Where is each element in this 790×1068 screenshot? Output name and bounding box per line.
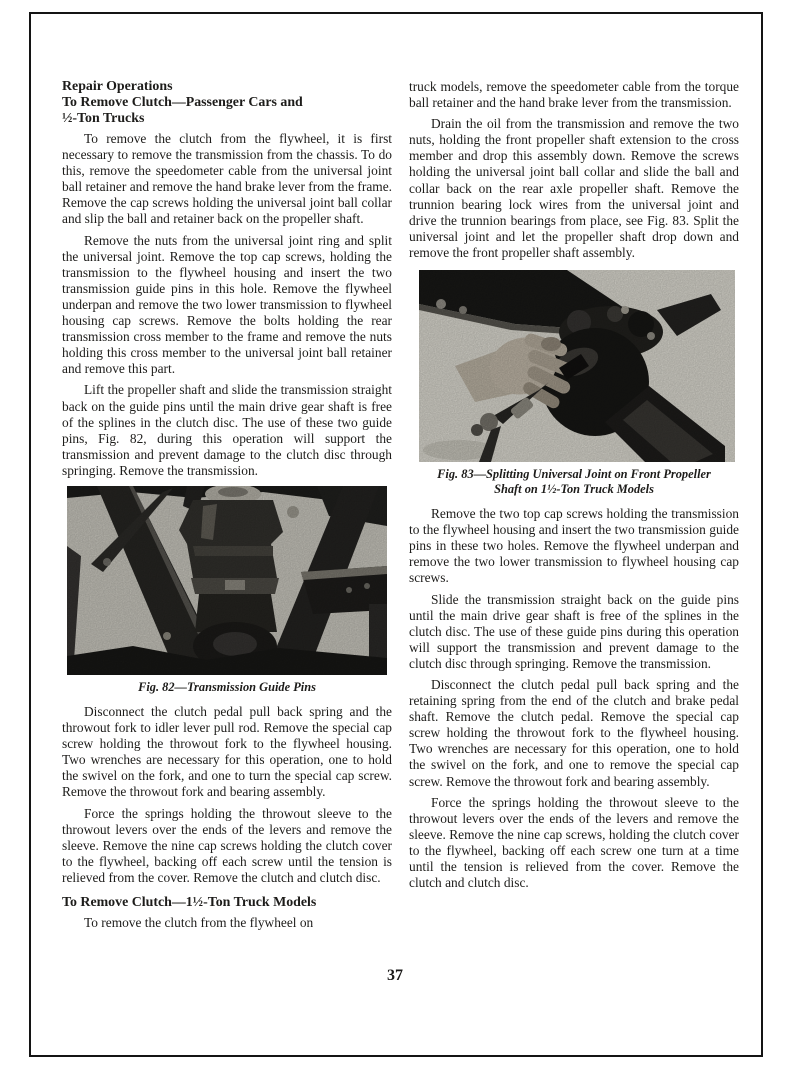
- paragraph: Disconnect the clutch pedal pull back spring and the retaining spring from the end of the clutch and brake pedal shaft. Remove the clutch pedal. Remove the special cap screw holding the throwout fork to the flywheel housing. Two wrenches are necessary for this operation, one to hold the swivel on the fork, and one to remove the special cap screw. Remove the throwout fork and bearing assembly.: [409, 676, 739, 789]
- paragraph: Disconnect the clutch pedal pull back spring and the throwout fork to idler lever pull rod. Remove the special cap screw holding the throwout fork to the flywheel housing. Two wrenches are necessary for this operation, one to hold the swivel on the fork, and one to turn the special cap screw. Remove the throwout fork and bearing assembly.: [62, 703, 392, 800]
- figure-83-caption-line-1: Fig. 83—Splitting Universal Joint on Front Propeller: [437, 467, 711, 482]
- section-heading: Repair Operations: [62, 79, 173, 94]
- paragraph: To remove the clutch from the flywheel, it is first necessary to remove the transmission from the chassis. To do this, remove the speedometer cable from the universal joint ball retainer and remove the hand brake lever from the frame. Remove the cap screws holding the universal joint ball collar and slip the ball and retainer back on the propeller shaft.: [62, 131, 392, 227]
- paragraph-continuation-end: truck models, remove the speedometer cable from the torque ball retainer and the hand brake lever from the transmission.: [409, 79, 739, 111]
- paragraph: Force the springs holding the throwout sleeve to the throwout levers over the ends of the levers and remove the sleeve. Remove the nine cap screws, holding the clutch cover to the flywheel, backing off each screw one turn at a time until the tension is relieved from the cover. Remove the clutch and clutch disc.: [409, 794, 739, 891]
- section-heading-block: [62, 79, 392, 127]
- paragraph: Force the springs holding the throwout sleeve to the throwout levers over the ends of the levers and remove the sleeve. Remove the nine cap screws holding the clutch cover to the flywheel, backing off each screw until the tension is relieved from the cover. Remove the clutch and clutch disc.: [62, 805, 392, 885]
- figure-83: [409, 270, 739, 497]
- page-number: 37: [387, 967, 403, 984]
- paragraph: Slide the transmission straight back on the guide pins until the main drive gear shaft is free of the splines in the clutch disc. The use of these guide pins during this operation will support the transmission and prevent damage to the clutch disc through springing. Remove the transmission.: [409, 591, 739, 671]
- figure-83-photo: [419, 270, 735, 462]
- procedure-heading-line-1: To Remove Clutch—Passenger Cars and: [62, 95, 303, 110]
- truck-models-heading: To Remove Clutch—1½-Ton Truck Models: [62, 895, 317, 910]
- paragraph: Drain the oil from the transmission and remove the two nuts, holding the front propeller shaft extension to the cross member and drop this assembly down. Remove the screws holding the universal joint ball collar and slide the ball and collar back on the rear axle propeller shaft. Remove the trunnion bearing lock wires from the universal joint and drive the trunnion bearings from place, see Fig. 83. Split the universal joint and let the propeller shaft drop down and remove the front propeller shaft assembly.: [409, 116, 739, 260]
- left-column: [62, 79, 392, 936]
- paragraph: Lift the propeller shaft and slide the transmission straight back on the guide pins until the main drive gear shaft is free of the splines in the clutch disc. The use of these two guide pins, Fig. 82, during this operation will support the transmission and prevent damage to the clutch disc through springing. Remove the transmission.: [62, 382, 392, 478]
- paragraph: Remove the two top cap screws holding the transmission to the flywheel housing and insert the two transmission guide pins in these two holes. Remove the flywheel underpan and remove the two lower transmission to flywheel housing cap screws.: [409, 506, 739, 586]
- figure-82-photo: [67, 486, 387, 675]
- figure-83-caption: [409, 467, 739, 497]
- procedure-heading-line-2: ½-Ton Trucks: [62, 111, 145, 126]
- figure-82: [62, 486, 392, 695]
- paragraph-continuation-start: To remove the clutch from the flywheel on: [84, 915, 314, 930]
- paragraph: Remove the nuts from the universal joint ring and split the universal joint. Remove the top cap screws, holding the transmission to the flywheel housing and insert the two transmission guide pins in this hole. Remove the flywheel underpan and remove the two lower transmission to flywheel housing cap screws. Remove the bolts holding the rear transmission cross member to the frame and remove the nuts holding this cross member to the universal joint ball retainer and remove this part.: [62, 232, 392, 377]
- figure-82-caption: Fig. 82—Transmission Guide Pins: [138, 679, 316, 694]
- right-column: [409, 79, 739, 896]
- figure-83-caption-line-2: Shaft on 1½-Ton Truck Models: [494, 482, 654, 497]
